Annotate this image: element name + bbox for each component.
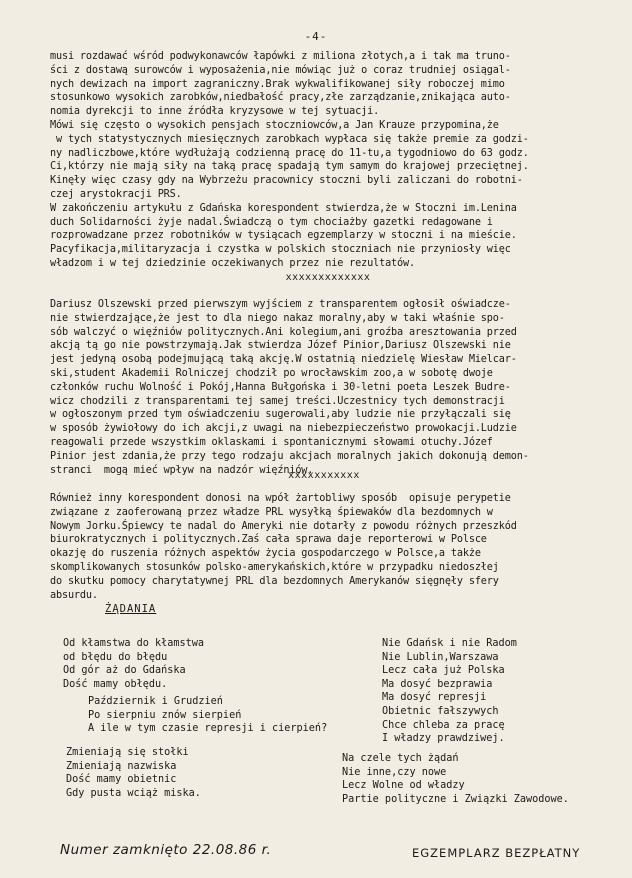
- paragraph-shipyard: musi rozdawać wśród podwykonawców łapówki z miliona złotych,a i tak ma truno- ści z dostawą surowców i wyposażenia,nie mówiąc już o coraz trudniej osiągal- nych dewizach na import zagraniczny.Brak wykwalifikowanej siły roboczej mimo stosunkowo wysokich zarobków,niedbałość pracy,złe zarządzanie,znikająca auto- nomia dyrekcji to inne źródła kryzysowe w tej sytuacji. Mówi się często o wysokich pensjach stoczniowców,a Jan Krauze przypomina,że w tych statystycznych miesięcznych zarobkach wypłaca się także premie za godzi- ny nadliczbowe,które wydłużają codzienną pracę do 11-tu,a tygodniowo do 63 godz. Ci,którzy nie mają siły na taką pracę spadają tym samym do krajowej przeciętnej. Kinęły więc czasy gdy na Wybrzeżu pracownicy stoczni byli zaliczani do robotni- czej arystokracji PRS. W zakończeniu artykułu z Gdańska korespondent stwierdza,że w Stoczni im.Lenina duch Solidarności żyje nadal.Świadczą o tym chociażby gazetki redagowane i rozprowadzane przez robotników w tysiącach egzemplarzy w stoczni i na mieście. Pacyfikacja,militaryzacja i czystka w polskich stoczniach nie przyniosły więc władzom i w tej dziedzinie oczekiwanych przez nie rezultatów.: [50, 51, 529, 269]
- poem-title: ŻĄDANIA: [105, 603, 157, 615]
- page-number: -4-: [304, 30, 328, 43]
- issue-closed-note: Numer zamknięto 22.08.86 r.: [60, 842, 272, 858]
- free-copy-note: EGZEMPLARZ BEZPŁATNY: [412, 846, 581, 860]
- poem-stanza: Od kłamstwa do kłamstwa od błędu do błędu Od gór aż do Gdańska Dość mamy obłędu.: [63, 638, 205, 690]
- poem-stanza: Nie Gdańsk i nie Radom Nie Lublin,Warszawa Lecz cała już Polska Ma dosyć bezprawia Ma dosyć represji Obietnic fałszywych Chce chleba za pracę I władzy prawdziwej.: [382, 638, 517, 745]
- separator: xxxxxxxxxxx: [288, 470, 360, 481]
- paragraph-olszewski: Dariusz Olszewski przed pierwszym wyjściem z transparentem ogłosił oświadcze- nie stwierdzające,że jest to dla niego nakaz moralny,aby w taki właśnie spo- sób walczyć o więźniów politycznych.Ani kolegium,ani groźba aresztowania przed akcją tą go nie powstrzymają.Jak stwierdza Józef Pinior,Dariusz Olszewski nie jest jedyną osobą podejmującą taką akcję.W ostatnią niedzielę Wiesław Mielcar- ski,student Akademii Rolniczej chodził po wrocławskim zoo,a w sobotę dwoje członków ruchu Wolność i Pokój,Hanna Bułgońska i 30-letni poeta Leszek Budre- wicz chodzili z transparentami tej samej treści.Uczestnicy tych demonstracji w ogłoszonym przed tym oświadczeniu sugerowali,aby ludzie nie przyłączali się w sposób żywiołowy do ich akcji,z uwagi na niebezpieczeństwo prowokacji.Ludzie reagowali przede wszystkim oklaskami i spontanicznymi słowami otuchy.Józef Pinior jest zdania,że przy tego rodzaju akcjach moralnych jakich dokonują demon- stranci mogą mieć wpływ na nadzór więźniów.: [50, 299, 529, 476]
- poem-stanza: Na czele tych żądań Nie inne,czy nowe Lecz Wolne od władzy Partie polityczne i Związki Zawodowe.: [342, 753, 569, 805]
- poem-stanza: Zmieniają się stołki Zmieniają nazwiska Dość mamy obietnic Gdy pusta wciąż miska.: [66, 747, 201, 799]
- poem-stanza: Październik i Grudzień Po sierpniu znów sierpień A ile w tym czasie represji i cierpień?: [88, 696, 328, 735]
- paragraph-singers: Również inny korespondent donosi na wpół żartobliwy sposób opisuje perypetie związane z zaoferowaną przez władze PRL wysyłką śpiewaków dla bezdomnych w Nowym Jorku.Śpiewcy te nadal do Ameryki nie dotarły z powodu różnych przeszkód biurokratycznych i politycznych.Zaś cała sprawa daje reporterowi w Polsce okazję do ruszenia różnych aspektów życia gospodarczego w Polsce,a także skomplikowanych stosunków polsko-amerykańskich,które w przypadku niedoszłej do skutku pomocy charytatywnej PRL dla bezdomnych Amerykanów sięgnęły sfery absurdu.: [50, 493, 517, 601]
- separator: xxxxxxxxxxxxx: [285, 272, 371, 283]
